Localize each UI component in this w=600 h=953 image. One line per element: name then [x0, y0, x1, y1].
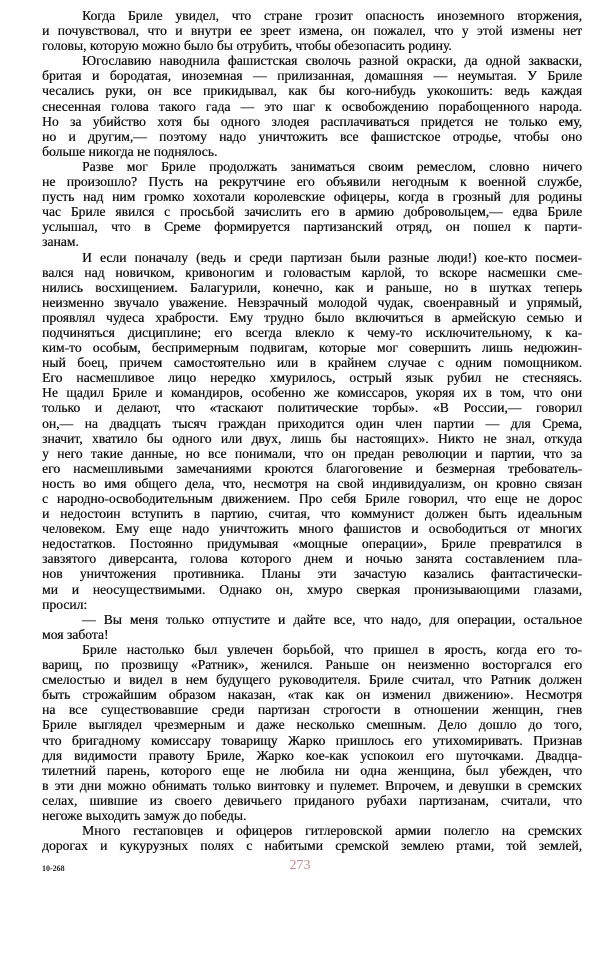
text-line: быть строжайшим образом наказан, «так как он изменил движению». Несмотря [42, 687, 582, 703]
text-line: бритая и бородатая, иноземная — прилизанная, домашняя — неумытая. У Бриле [42, 68, 582, 84]
text-line: и недостоин вступить в партию, считая, что коммунист должен быть идеальным [42, 506, 582, 522]
text-line: Но за убийство хотя бы одного злодея расплачиваться придется не только ему, [42, 113, 582, 129]
text-line: услышал, что в Среме формируется партизанский отряд, он пошел к парти- [42, 219, 582, 235]
text-line: — Вы меня только отпустите и дайте все, что надо, для операции, остальное [82, 611, 582, 627]
paragraph [42, 159, 582, 250]
text-line: в эти дни можно обнимать только винтовку и пулемет. Впрочем, и девушки в сремских [42, 777, 582, 793]
text-line: вался над новичком, кривоногим и головастым карлой, то вскоре насмешки сме- [42, 264, 582, 280]
text-line: И если поначалу (ведь и среди партизан были разные люди!) кое-кто посмеи- [82, 249, 582, 265]
text-line: проявлял чудеса храбрости. Ему трудно было включиться в армейскую семью и [42, 309, 582, 325]
text-line: варищ, по прозвищу «Ратник», женился. Раньше он неизменно восторгался его [42, 657, 582, 673]
text-line: негоже выходить замуж до победы. [42, 807, 247, 823]
text-line: значит, хватило бы одного или двух, лишь бы настоящих». Никто не знал, откуда [42, 430, 582, 446]
text-line: ность во имя общего дела, что, несмотря на свой индивидуализм, он кровно связан [42, 475, 582, 491]
text-line: недостатков. Постоянно придумывая «мощные операции», Бриле превратился в [42, 536, 582, 552]
printer-signature-mark: 10-268 [42, 864, 65, 873]
text-line: на все существовавшие среди партизан строгости в отношении женщин, гнев [42, 702, 582, 718]
text-line: Не щадил Бриле и командиров, особенно же комиссаров, укоряя их в том, что они [42, 385, 582, 401]
text-line: головы, которую можно было бы отрубить, чтобы обезопасить родину. [42, 38, 452, 54]
text-line: селах, шившие из своего девичьего приданого рубахи партизанам, считали, что [42, 792, 582, 808]
text-line: подчиняться дисциплине; его всегда влекло к чему-то исключительному, к ка- [42, 324, 582, 340]
text-line: снесенная голова такого гада — это шаг к освобождению порабощенного народа. [42, 98, 582, 114]
text-line: Его насмешливое лицо нередко хмурилось, острый язык рубил не стесняясь. [42, 370, 582, 386]
paragraph [42, 8, 582, 53]
text-line: с народно-освободительным движением. Про себя Бриле говорил, что еще не дорос [42, 491, 582, 506]
text-line: и почувствовал, что и внутри ее зреет измена, он пожалел, что у этой измены нет [42, 23, 582, 39]
text-line: нились восхищением. Балагурили, конечно, как и раньше, но в шутках теперь [42, 279, 582, 295]
text-line: дорогах и кукурузных полях с набитыми сремской землею ртами, той землей, [42, 838, 582, 854]
text-line: Бриле выглядел чрезмерным и даже несколько смешным. Дело дошло до того, [42, 717, 582, 733]
text-line: пусть над ним громко хохотали королевские офицеры, когда в грозный для родины [42, 189, 582, 205]
page-body-text [42, 8, 582, 853]
text-line: моя забота! [42, 626, 109, 642]
text-line: смелостью и видел в нем будущего руководителя. Бриле считал, что Ратник должен [42, 672, 582, 688]
text-line: неизменно звучало уважение. Невзрачный молодой чудак, своенравный и упрямый, [42, 294, 582, 310]
page-number: 273 [289, 858, 311, 873]
text-line: у него такие данные, но все понимали, что он предан революции и партии, что за [42, 445, 582, 461]
text-line: он,— на двадцать тысяч граждан приходится один член партии — для Срема, [42, 415, 582, 431]
paragraph [42, 612, 582, 642]
text-line: Разве мог Бриле продолжать заниматься своим ремеслом, словно ничего [82, 158, 582, 174]
paragraph [42, 250, 582, 612]
paragraph [42, 823, 582, 853]
text-line: тилетний парень, которого еще не любила ни одна женщина, был убежден, что [42, 762, 582, 778]
text-line: не произошло? Пусть на рекрутчине его объявили негодным к военной службе, [42, 174, 582, 190]
text-line: час Бриле явился с просьбой зачислить его в армию добровольцем,— едва Бриле [42, 204, 582, 220]
text-line: человеком. Ему еще надо уничтожить много фашистов и освободиться от многих [42, 521, 582, 537]
text-line: что бригадному комиссару товарищу Жарко пришлось его утихомиривать. Признав [42, 732, 582, 748]
text-line: Много гестаповцев и офицеров гитлеровской армии полегло на сремских [82, 823, 582, 839]
text-line: для видимости правоту Бриле, Жарко кое-как успокоил его шуточками. Двадца- [42, 747, 582, 763]
text-line: занам. [42, 234, 79, 250]
text-line: но и другим,— поэтому надо уничтожить все фашистское отродье, чтобы оно [42, 128, 582, 144]
text-line: завзятого диверсанта, голова которого днем и ночью занята составлением пла- [42, 551, 582, 567]
text-line: его насмешливыми замечаниями кроются благоговение и безмерная требователь- [42, 460, 582, 476]
text-line: ми и неосуществимыми. Однако он, хмуро сверкая пронизывающими глазами, [42, 581, 582, 597]
text-line: ким-то особым, беспримерным подвигам, которые мог совершить лишь недюжин- [42, 340, 582, 356]
paragraph [42, 642, 582, 823]
text-line: просил: [42, 596, 88, 612]
text-line: Югославию наводнила фашистская сволочь разной окраски, да одной закваски, [82, 53, 582, 69]
text-line: нов уничтожения противника. Планы эти зачастую казались фантастически- [42, 566, 582, 582]
paragraph [42, 53, 582, 159]
text-line: чесались руки, он все прикидывал, как бы кого-нибудь укокошить: ведь каждая [42, 83, 582, 99]
text-line: ный боец, причем самостоятельно или в крайнем случае с одним помощником. [42, 355, 582, 371]
text-line: Бриле настолько был увлечен борьбой, что пришел в ярость, когда его то- [82, 641, 582, 657]
text-line: только и делают, что «таскают политические торбы». «В России,— говорил [42, 400, 582, 416]
text-line: больше никогда не поднялось. [42, 143, 218, 159]
text-line: Когда Бриле увидел, что стране грозит опасность иноземного вторжения, [82, 8, 582, 23]
